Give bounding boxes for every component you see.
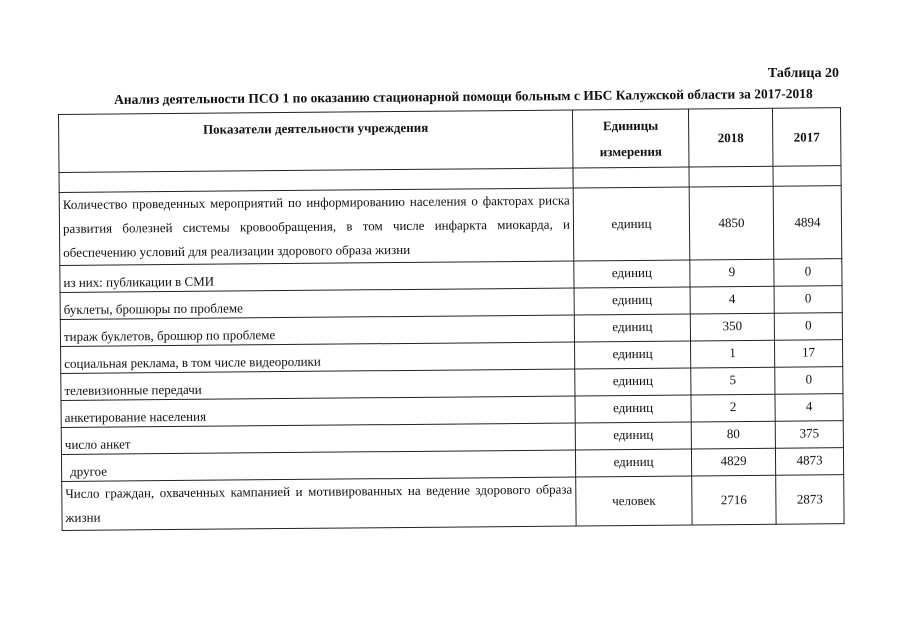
table-title: Анализ деятельности ПСО 1 по оказанию стационарной помощи больным с ИБС Калужской области за 2017-2018 <box>114 85 813 107</box>
row-name: социальная реклама, в том числе видеоролики <box>61 342 575 373</box>
row-value-2018: 1 <box>691 340 775 368</box>
row-unit: единиц <box>575 368 691 396</box>
empty-cell <box>573 167 689 188</box>
row-name: тираж буклетов, брошюр по проблеме <box>60 315 574 346</box>
row-unit: единиц <box>574 314 690 342</box>
row-value-2018: 4 <box>690 286 774 314</box>
row-value-2018: 4829 <box>691 448 775 476</box>
row-value-2017: 0 <box>774 259 842 287</box>
header-units-line2: измерения <box>599 143 662 159</box>
row-unit: единиц <box>575 449 691 477</box>
row-name: из них: публикации в СМИ <box>60 261 574 292</box>
row-unit: единиц <box>575 341 691 369</box>
empty-cell <box>773 166 841 187</box>
row-unit: человек <box>576 476 692 526</box>
table-row <box>59 186 842 266</box>
header-indicator: Показатели деятельности учреждения <box>59 110 573 172</box>
header-year-2018: 2018 <box>688 108 773 167</box>
row-value-2017: 0 <box>774 313 842 341</box>
row-value-2017: 375 <box>775 421 843 449</box>
row-unit: единиц <box>573 187 690 261</box>
row-value-2018: 9 <box>690 259 774 287</box>
row-value-2017: 17 <box>775 340 843 368</box>
row-value-2018: 80 <box>691 421 775 449</box>
row-value-2017: 4873 <box>775 448 843 476</box>
row-value-2018: 4850 <box>689 186 774 260</box>
row-unit: единиц <box>574 260 690 288</box>
header-year-2017: 2017 <box>772 108 841 167</box>
row-unit: единиц <box>575 395 691 423</box>
table-header-row <box>59 108 841 173</box>
row-name: телевизионные передачи <box>61 369 575 400</box>
row-value-2017: 0 <box>774 286 842 314</box>
header-units-line1: Единицы <box>602 117 659 133</box>
row-value-2018: 5 <box>691 367 775 395</box>
row-value-2018: 2 <box>691 394 775 422</box>
row-name: Число граждан, охваченных кампанией и мотивированных на ведение здорового образа жизни <box>62 477 576 530</box>
row-name: буклеты, брошюры по проблеме <box>60 288 574 319</box>
header-units <box>572 109 689 168</box>
row-name: анкетирование населения <box>61 396 575 427</box>
table-row <box>62 475 844 531</box>
row-name: число анкет <box>61 423 575 454</box>
row-unit: единиц <box>574 287 690 315</box>
row-value-2017: 0 <box>775 367 843 395</box>
row-value-2018: 2716 <box>692 475 776 525</box>
row-value-2017: 4 <box>775 394 843 422</box>
indicators-table <box>58 107 845 531</box>
row-value-2017: 4894 <box>773 186 842 260</box>
table-number: Таблица 20 <box>767 66 839 81</box>
empty-cell <box>689 166 773 187</box>
row-unit: единиц <box>575 422 691 450</box>
row-value-2018: 350 <box>690 313 774 341</box>
row-name: Количество проведенных мероприятий по информированию населения о факторах риска развития болезней системы кровообращения, в том числе инфаркта миокарда, и обеспечению условий для реализации здорового образа жизни <box>59 188 574 265</box>
row-value-2017: 2873 <box>776 475 844 525</box>
row-name: другое <box>61 450 575 481</box>
